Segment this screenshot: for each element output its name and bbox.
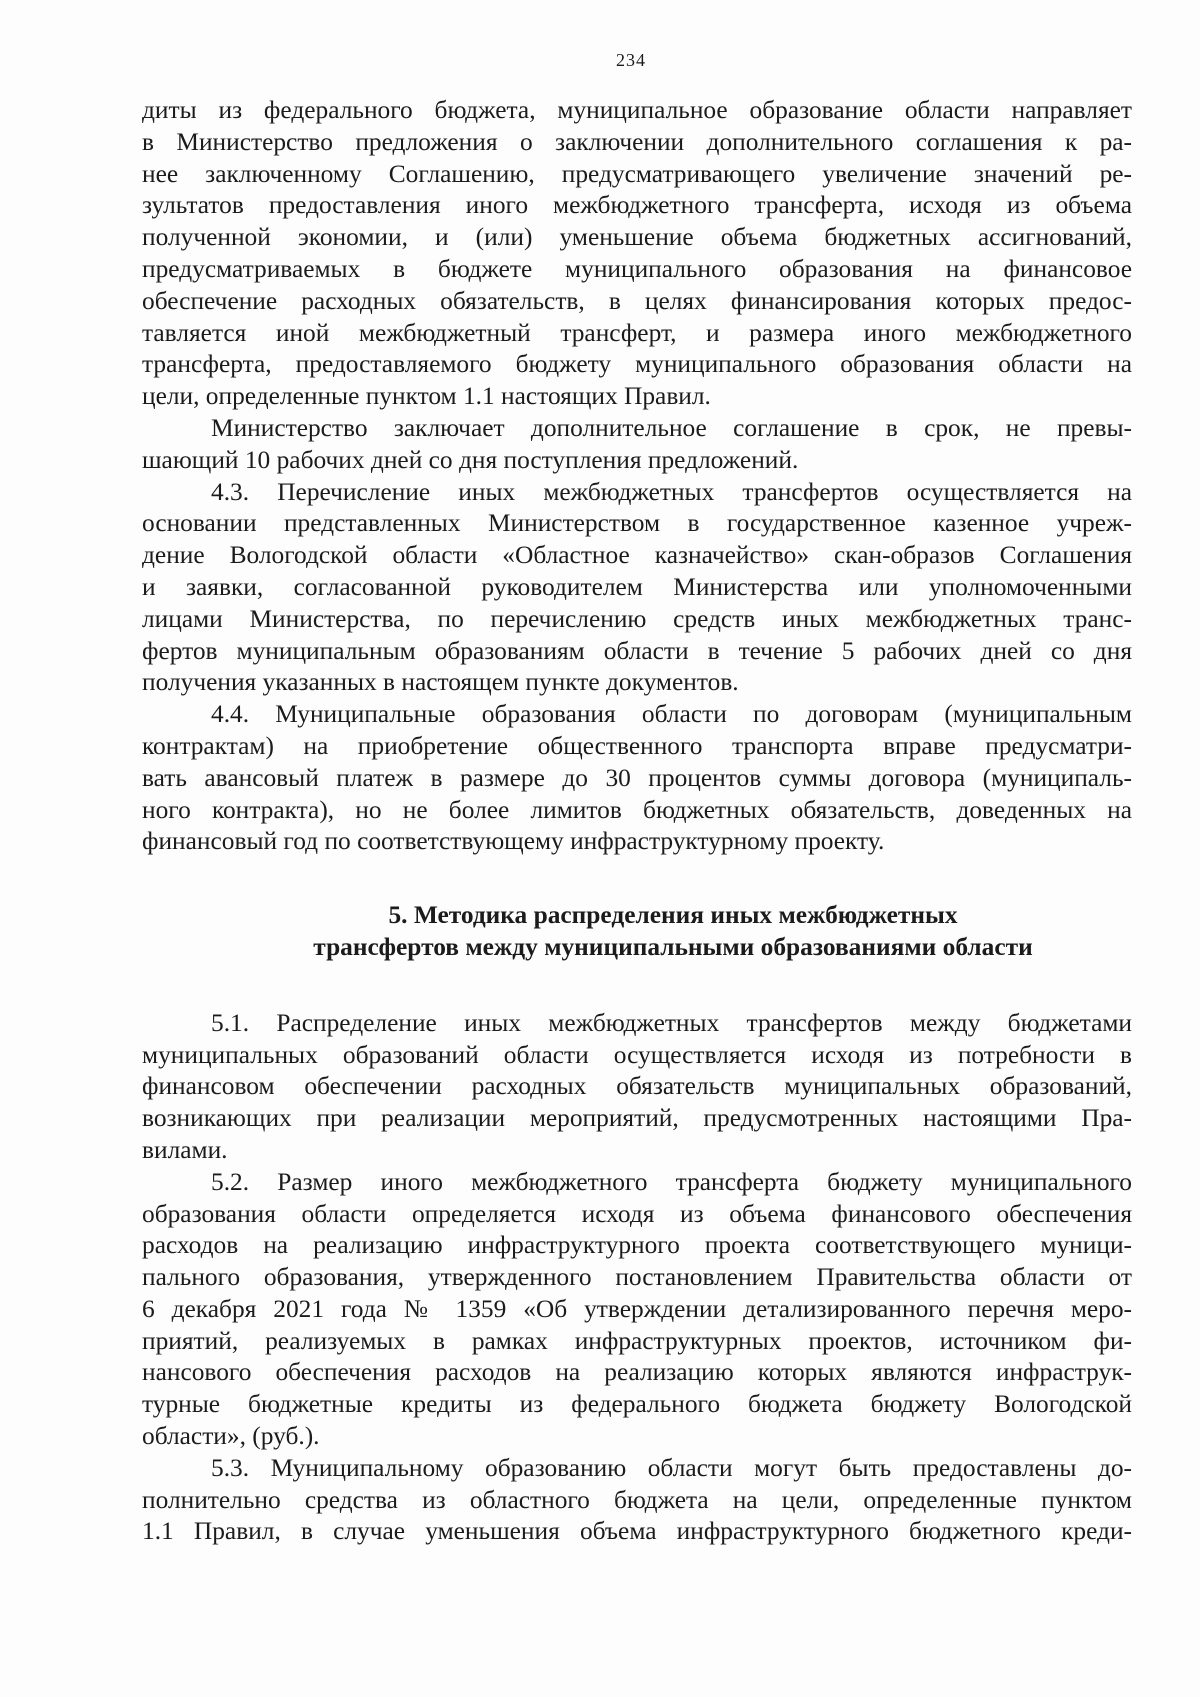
paragraph-5-1 xyxy=(142,1008,1132,1167)
text-line: полученной экономии, и (или) уменьшение объема бюджетных ассигнований, xyxy=(142,223,1132,252)
text-line: 6 декабря 2021 года № 1359 «Об утверждении детализированного перечня меро- xyxy=(142,1294,1132,1323)
text-line: основании представленных Министерством в государственное казенное учреж- xyxy=(142,509,1132,538)
text-line: 5.2. Размер иного межбюджетного трансферта бюджету муниципального xyxy=(211,1167,1132,1196)
text-line: контрактам) на приобретение общественного транспорта вправе предусматри- xyxy=(142,731,1132,760)
text-line: приятий, реализуемых в рамках инфраструктурных проектов, источником фи- xyxy=(142,1326,1132,1355)
text-line: и заявки, согласованной руководителем Министерства или уполномоченными xyxy=(142,572,1132,601)
text-line: 4.3. Перечисление иных межбюджетных трансфертов осуществляется на xyxy=(211,477,1132,506)
text-line: финансовый год по соответствующему инфраструктурному проекту. xyxy=(142,827,885,856)
heading-line: 5. Методика распределения иных межбюджетных xyxy=(388,901,958,930)
text-line: образования области определяется исходя из объема финансового обеспечения xyxy=(142,1199,1132,1228)
paragraph-5-3 xyxy=(142,1453,1132,1548)
text-line: дение Вологодской области «Областное казначейство» скан-образов Соглашения xyxy=(142,541,1132,570)
text-line: муниципальных образований области осуществляется исходя из потребности в xyxy=(142,1040,1132,1069)
text-line: получения указанных в настоящем пункте документов. xyxy=(142,668,739,697)
text-line: тавляется иной межбюджетный трансферт, и размера иного межбюджетного xyxy=(142,318,1132,347)
text-line: Министерство заключает дополнительное соглашение в срок, не превы- xyxy=(211,413,1132,442)
text-line: расходов на реализацию инфраструктурного проекта соответствующего муници- xyxy=(142,1231,1132,1260)
text-line: полнительно средства из областного бюджета на цели, определенные пунктом xyxy=(142,1485,1132,1514)
text-line: области», (руб.). xyxy=(142,1422,320,1451)
text-line: 1.1 Правил, в случае уменьшения объема инфраструктурного бюджетного креди- xyxy=(142,1517,1132,1546)
paragraph-4-3 xyxy=(142,477,1132,700)
page-number: 234 xyxy=(616,50,646,70)
text-line: ного контракта), но не более лимитов бюджетных обязательств, доведенных на xyxy=(142,795,1132,824)
text-line: предусматриваемых в бюджете муниципального образования на финансовое xyxy=(142,254,1132,283)
text-line: цели, определенные пунктом 1.1 настоящих Правил. xyxy=(142,382,711,411)
text-line: возникающих при реализации мероприятий, предусмотренных настоящими Пра- xyxy=(142,1104,1132,1133)
text-line: шающий 10 рабочих дней со дня поступления предложений. xyxy=(142,445,799,474)
text-line: пального образования, утвержденного постановлением Правительства области от xyxy=(142,1263,1132,1292)
document-body xyxy=(142,95,1132,1548)
text-line: обеспечение расходных обязательств, в целях финансирования которых предос- xyxy=(142,286,1132,315)
text-line: нансового обеспечения расходов на реализацию которых являются инфраструк- xyxy=(142,1358,1132,1387)
heading-line: трансфертов между муниципальными образованиями области xyxy=(313,932,1033,961)
text-line: вилами. xyxy=(142,1135,228,1164)
paragraph-4-4 xyxy=(142,699,1132,858)
paragraph-continuation xyxy=(142,95,1132,413)
text-line: 4.4. Муниципальные образования области по договорам (муниципальным xyxy=(211,700,1132,729)
text-line: лицами Министерства, по перечислению средств иных межбюджетных транс- xyxy=(142,604,1132,633)
text-line: нее заключенному Соглашению, предусматривающего увеличение значений ре- xyxy=(142,159,1132,188)
text-line: трансферта, предоставляемого бюджету муниципального образования области на xyxy=(142,350,1132,379)
text-line: диты из федерального бюджета, муниципальное образование области направляет xyxy=(142,96,1132,124)
text-line: турные бюджетные кредиты из федерального бюджета бюджету Вологодской xyxy=(142,1390,1132,1419)
text-line: финансовом обеспечении расходных обязательств муниципальных образований, xyxy=(142,1072,1132,1101)
text-line: фертов муниципальным образованиям области в течение 5 рабочих дней со дня xyxy=(142,636,1132,665)
text-line: зультатов предоставления иного межбюджетного трансферта, исходя из объема xyxy=(142,191,1132,220)
text-line: 5.1. Распределение иных межбюджетных трансфертов между бюджетами xyxy=(211,1008,1132,1037)
text-line: вать авансовый платеж в размере до 30 процентов суммы договора (муниципаль- xyxy=(142,763,1132,792)
text-line: 5.3. Муниципальному образованию области могут быть предоставлены до- xyxy=(211,1453,1132,1482)
section-5-heading xyxy=(142,900,1132,964)
paragraph-ministry-agreement xyxy=(142,413,1132,477)
text-line: в Министерство предложения о заключении дополнительного соглашения к ра- xyxy=(142,127,1132,156)
paragraph-5-2 xyxy=(142,1167,1132,1453)
